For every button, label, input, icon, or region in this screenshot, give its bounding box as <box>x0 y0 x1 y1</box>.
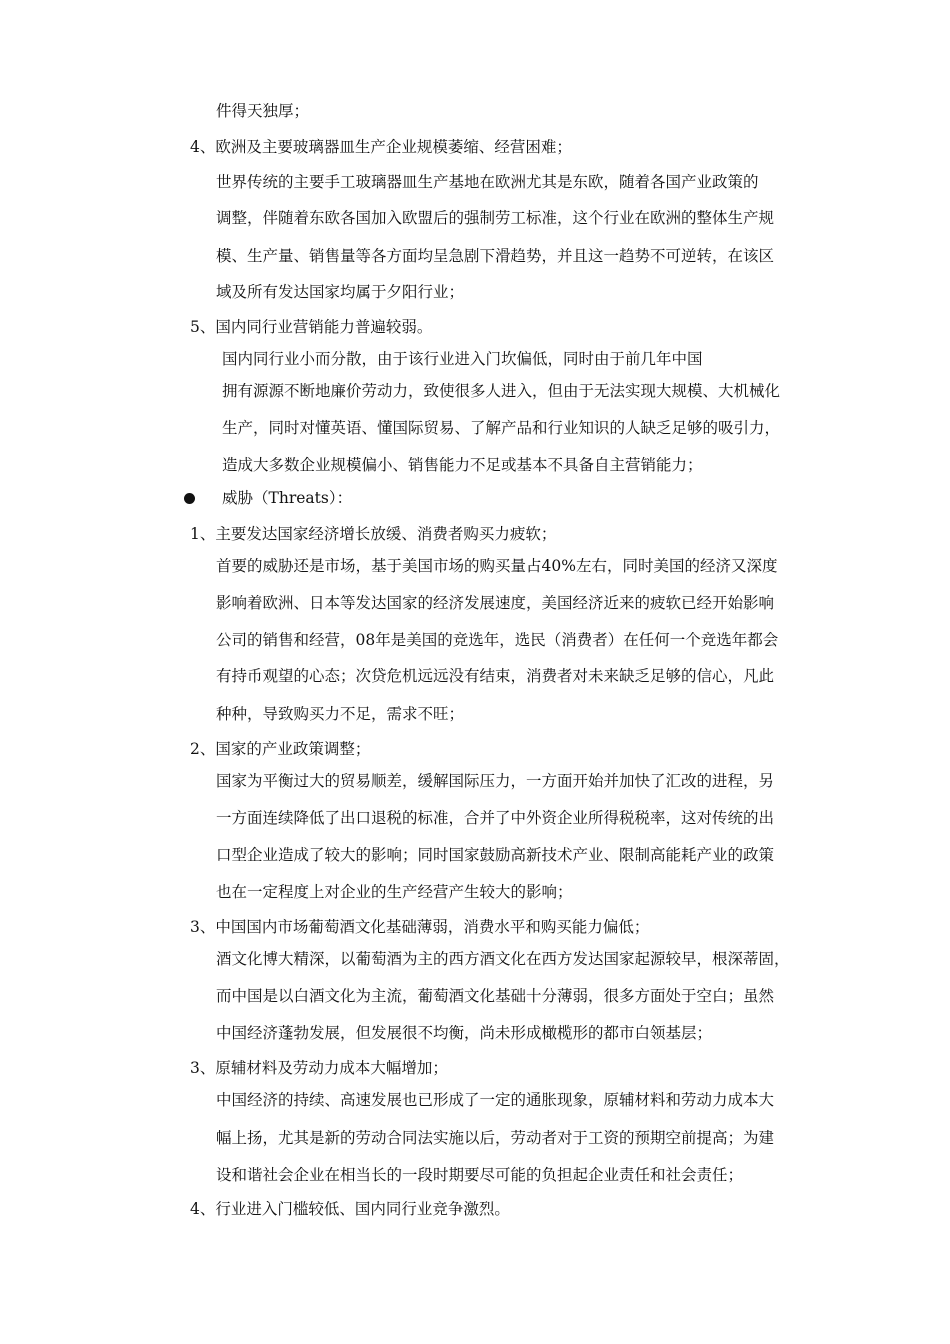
paragraph-line: 造成大多数企业规模偏小、销售能力不足或基本不具备自主营销能力； <box>222 456 703 474</box>
paragraph-line: 一方面连续降低了出口退税的标准，合并了中外资企业所得税税率，这对传统的出 <box>216 809 775 827</box>
paragraph-line: 域及所有发达国家均属于夕阳行业； <box>216 283 465 301</box>
paragraph-line: 首要的威胁还是市场，基于美国市场的购买量占40%左右，同时美国的经济又深度 <box>216 557 778 575</box>
paragraph-line: 拥有源源不断地廉价劳动力，致使很多人进入，但由于无法实现大规模、大机械化 <box>222 382 781 400</box>
paragraph-line: 幅上扬，尤其是新的劳动合同法实施以后，劳动者对于工资的预期空前提高；为建 <box>216 1129 775 1147</box>
paragraph-line: 影响着欧洲、日本等发达国家的经济发展速度，美国经济近来的疲软已经开始影响 <box>216 594 775 612</box>
paragraph-line: 有持币观望的心态；次贷危机远远没有结束，消费者对未来缺乏足够的信心，凡此 <box>216 667 775 685</box>
item-heading-marketing: 5、国内同行业营销能力普遍较弱。 <box>190 318 433 336</box>
paragraph-line: 模、生产量、销售量等各方面均呈急剧下滑趋势，并且这一趋势不可逆转，在该区 <box>216 247 775 265</box>
bullet-icon <box>184 493 195 504</box>
item-heading-costs: 3、原辅材料及劳动力成本大幅增加； <box>190 1059 448 1077</box>
item-heading-competition: 4、行业进入门槛较低、国内同行业竞争激烈。 <box>190 1200 510 1218</box>
item-heading-wine-culture: 3、中国国内市场葡萄酒文化基础薄弱，消费水平和购买能力偏低； <box>190 918 650 936</box>
paragraph-line: 世界传统的主要手工玻璃器皿生产基地在欧洲尤其是东欧，随着各国产业政策的 <box>216 173 759 191</box>
text-line-continuation: 件得天独厚； <box>216 102 310 120</box>
paragraph-line: 公司的销售和经营，08年是美国的竞选年，选民（消费者）在任何一个竞选年都会 <box>216 631 779 649</box>
item-heading-economy: 1、主要发达国家经济增长放缓、消费者购买力疲软； <box>190 525 557 543</box>
paragraph-line: 国内同行业小而分散，由于该行业进入门坎偏低，同时由于前几年中国 <box>222 350 703 368</box>
paragraph-line: 而中国是以白酒文化为主流，葡萄酒文化基础十分薄弱，很多方面处于空白；虽然 <box>216 987 775 1005</box>
section-heading-threats: 威胁（Threats）： <box>222 489 353 507</box>
paragraph-line: 中国经济的持续、高速发展也已形成了一定的通胀现象，原辅材料和劳动力成本大 <box>216 1091 775 1109</box>
paragraph-line: 国家为平衡过大的贸易顺差，缓解国际压力，一方面开始并加快了汇改的进程，另 <box>216 772 775 790</box>
paragraph-line: 口型企业造成了较大的影响；同时国家鼓励高新技术产业、限制高能耗产业的政策 <box>216 846 775 864</box>
paragraph-line: 调整，伴随着东欧各国加入欧盟后的强制劳工标准，这个行业在欧洲的整体生产规 <box>216 209 775 227</box>
paragraph-line: 也在一定程度上对企业的生产经营产生较大的影响； <box>216 883 573 901</box>
item-heading-europe: 4、欧洲及主要玻璃器皿生产企业规模萎缩、经营困难； <box>190 138 572 156</box>
paragraph-line: 酒文化博大精深，以葡萄酒为主的西方酒文化在西方发达国家起源较早，根深蒂固， <box>216 950 790 968</box>
paragraph-line: 中国经济蓬勃发展，但发展很不均衡，尚未形成橄榄形的都市白领基层； <box>216 1024 713 1042</box>
paragraph-line: 生产，同时对懂英语、懂国际贸易、了解产品和行业知识的人缺乏足够的吸引力， <box>222 419 781 437</box>
item-heading-policy: 2、国家的产业政策调整； <box>190 740 371 758</box>
paragraph-line: 种种，导致购买力不足，需求不旺； <box>216 705 465 723</box>
paragraph-line: 设和谐社会企业在相当长的一段时期要尽可能的负担起企业责任和社会责任； <box>216 1166 744 1184</box>
